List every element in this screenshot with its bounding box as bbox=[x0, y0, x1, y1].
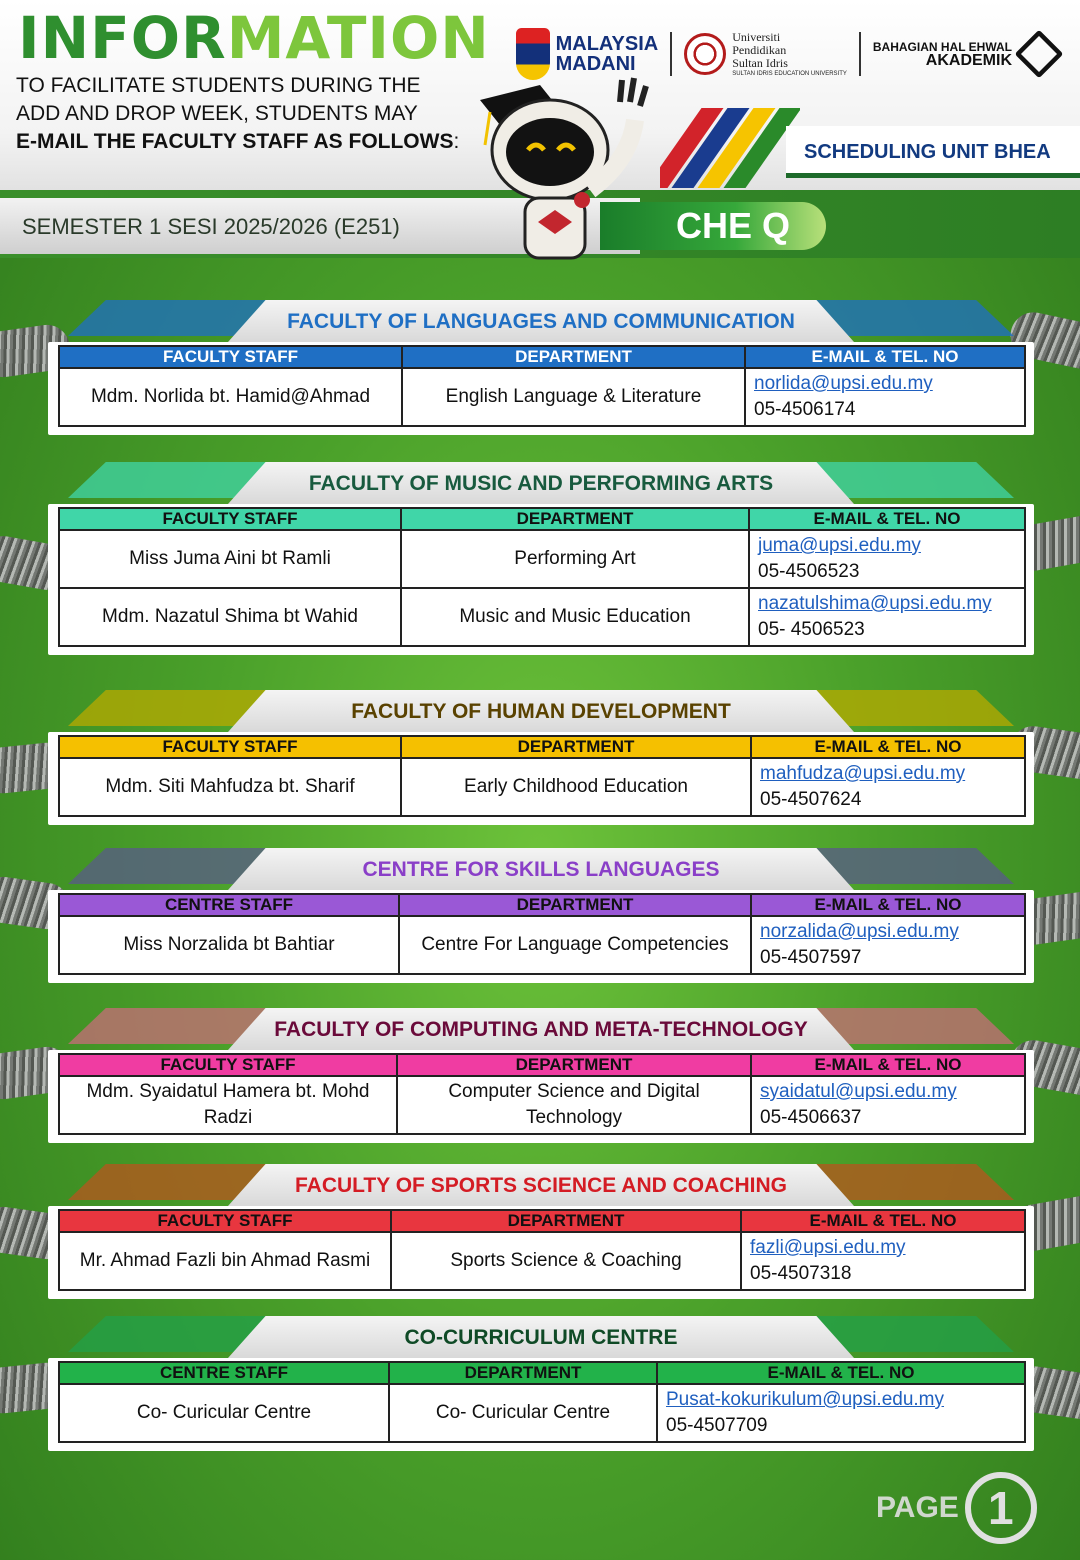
table-row bbox=[59, 368, 1025, 426]
email-link[interactable]: Pusat-kokurikulum@upsi.edu.my bbox=[666, 1389, 945, 1410]
upsi-logo bbox=[684, 31, 847, 78]
page-number: 1 bbox=[965, 1472, 1037, 1544]
page-label: PAGE bbox=[876, 1491, 959, 1524]
header-email: E-MAIL & TEL. NO bbox=[745, 346, 1025, 368]
title-part-2: MATION bbox=[226, 4, 490, 72]
header-staff: CENTRE STAFF bbox=[59, 1362, 389, 1384]
staff-name: Mdm. Siti Mahfudza bt. Sharif bbox=[59, 758, 401, 816]
header-department: DEPARTMENT bbox=[389, 1362, 657, 1384]
header-email: E-MAIL & TEL. NO bbox=[751, 736, 1025, 758]
table-row bbox=[59, 1232, 1025, 1290]
bhea-line-1: BAHAGIAN HAL EHWAL bbox=[872, 40, 1012, 54]
header-email: E-MAIL & TEL. NO bbox=[657, 1362, 1025, 1384]
staff-name: Miss Juma Aini bt Ramli bbox=[59, 530, 401, 588]
department-name: Performing Art bbox=[401, 530, 749, 588]
staff-name: Mdm. Nazatul Shima bt Wahid bbox=[59, 588, 401, 646]
phone-number: 05-4507597 bbox=[760, 947, 862, 968]
staff-table bbox=[58, 1209, 1026, 1291]
header-email: E-MAIL & TEL. NO bbox=[751, 894, 1025, 916]
header-staff: FACULTY STAFF bbox=[59, 1210, 391, 1232]
email-link[interactable]: nazatulshima@upsi.edu.my bbox=[758, 593, 992, 614]
header-email: E-MAIL & TEL. NO bbox=[751, 1054, 1025, 1076]
staff-name: Mr. Ahmad Fazli bin Ahmad Rasmi bbox=[59, 1232, 391, 1290]
header-department: DEPARTMENT bbox=[401, 736, 751, 758]
staff-table bbox=[58, 735, 1026, 817]
phone-number: 05-4507318 bbox=[750, 1263, 852, 1284]
header-email: E-MAIL & TEL. NO bbox=[749, 508, 1025, 530]
staff-table-card bbox=[48, 1050, 1034, 1143]
staff-table bbox=[58, 345, 1026, 427]
table-row bbox=[59, 1384, 1025, 1442]
che-q-badge: CHE Q bbox=[600, 202, 826, 250]
email-link[interactable]: syaidatul@upsi.edu.my bbox=[760, 1081, 957, 1102]
intro-line-2: ADD AND DROP WEEK, STUDENTS MAY bbox=[16, 102, 418, 125]
department-name: Centre For Language Competencies bbox=[399, 916, 751, 974]
section-title: FACULTY OF SPORTS SCIENCE AND COACHING bbox=[295, 1174, 787, 1197]
semester-label: SEMESTER 1 SESI 2025/2026 (E251) bbox=[22, 214, 400, 239]
section-title: FACULTY OF COMPUTING AND META-TECHNOLOGY bbox=[274, 1018, 808, 1041]
section-title: CENTRE FOR SKILLS LANGUAGES bbox=[362, 858, 720, 881]
section-co-curriculum bbox=[48, 1316, 1034, 1451]
email-link[interactable]: fazli@upsi.edu.my bbox=[750, 1237, 906, 1258]
header-department: DEPARTMENT bbox=[397, 1054, 751, 1076]
phone-number: 05-4506523 bbox=[758, 561, 860, 582]
department-name: Sports Science & Coaching bbox=[391, 1232, 741, 1290]
department-name: Co- Curicular Centre bbox=[389, 1384, 657, 1442]
table-header-row bbox=[59, 1210, 1025, 1232]
staff-table bbox=[58, 1053, 1026, 1135]
section-title: FACULTY OF MUSIC AND PERFORMING ARTS bbox=[308, 472, 774, 495]
intro-line-1: TO FACILITATE STUDENTS DURING THE bbox=[16, 74, 421, 97]
staff-table bbox=[58, 893, 1026, 975]
table-header-row bbox=[59, 508, 1025, 530]
department-name: Music and Music Education bbox=[401, 588, 749, 646]
upsi-subtitle: SULTAN IDRIS EDUCATION UNIVERSITY bbox=[732, 70, 847, 77]
page-title bbox=[18, 4, 490, 72]
email-link[interactable]: norzalida@upsi.edu.my bbox=[760, 921, 959, 942]
table-row bbox=[59, 1076, 1025, 1134]
section-human-development bbox=[48, 690, 1034, 825]
table-row bbox=[59, 588, 1025, 646]
color-stripes bbox=[660, 108, 800, 188]
phone-number: 05- 4506523 bbox=[758, 619, 865, 640]
header-staff: FACULTY STAFF bbox=[59, 508, 401, 530]
section-title: FACULTY OF HUMAN DEVELOPMENT bbox=[351, 700, 731, 723]
page-indicator bbox=[876, 1472, 1037, 1544]
header-email: E-MAIL & TEL. NO bbox=[741, 1210, 1025, 1232]
contact-cell bbox=[741, 1232, 1025, 1290]
staff-name: Mdm. Norlida bt. Hamid@Ahmad bbox=[59, 368, 402, 426]
section-skills-languages bbox=[48, 848, 1034, 983]
upsi-line-2: Pendidikan bbox=[732, 42, 787, 57]
phone-number: 05-4506174 bbox=[754, 399, 856, 420]
section-computing bbox=[48, 1008, 1034, 1143]
phone-number: 05-4507709 bbox=[666, 1415, 768, 1436]
graduation-cap-icon bbox=[1015, 30, 1064, 79]
staff-table bbox=[58, 507, 1026, 647]
header-department: DEPARTMENT bbox=[391, 1210, 741, 1232]
staff-name: Co- Curicular Centre bbox=[59, 1384, 389, 1442]
intro-colon: : bbox=[453, 130, 460, 153]
staff-name: Mdm. Syaidatul Hamera bt. Mohd Radzi bbox=[59, 1076, 397, 1134]
madani-line-2: MADANI bbox=[555, 53, 636, 75]
department-name: English Language & Literature bbox=[402, 368, 745, 426]
bhea-logo bbox=[873, 31, 1062, 77]
department-name: Early Childhood Education bbox=[401, 758, 751, 816]
contact-cell bbox=[749, 588, 1025, 646]
logo-divider bbox=[859, 32, 861, 76]
bhea-line-2: AKADEMIK bbox=[925, 52, 1012, 69]
section-title: FACULTY OF LANGUAGES AND COMMUNICATION bbox=[287, 310, 795, 333]
table-header-row bbox=[59, 736, 1025, 758]
intro-text bbox=[16, 72, 486, 156]
staff-table-card bbox=[48, 732, 1034, 825]
staff-table-card bbox=[48, 890, 1034, 983]
section-sports bbox=[48, 1164, 1034, 1299]
phone-number: 05-4507624 bbox=[760, 789, 862, 810]
table-header-row bbox=[59, 894, 1025, 916]
upsi-line-3: Sultan Idris bbox=[732, 55, 788, 70]
header-department: DEPARTMENT bbox=[401, 508, 749, 530]
email-link[interactable]: juma@upsi.edu.my bbox=[758, 535, 921, 556]
table-header-row bbox=[59, 1054, 1025, 1076]
email-link[interactable]: norlida@upsi.edu.my bbox=[754, 373, 933, 394]
header-staff: FACULTY STAFF bbox=[59, 346, 402, 368]
contact-cell bbox=[745, 368, 1025, 426]
table-row bbox=[59, 916, 1025, 974]
header-department: DEPARTMENT bbox=[402, 346, 745, 368]
contact-cell bbox=[751, 916, 1025, 974]
contact-cell bbox=[751, 1076, 1025, 1134]
header-department: DEPARTMENT bbox=[399, 894, 751, 916]
section-languages bbox=[48, 300, 1034, 435]
email-link[interactable]: mahfudza@upsi.edu.my bbox=[760, 763, 966, 784]
upsi-seal-icon bbox=[684, 33, 726, 75]
header-staff: CENTRE STAFF bbox=[59, 894, 399, 916]
robot-mascot-icon bbox=[470, 40, 680, 265]
staff-table-card bbox=[48, 342, 1034, 435]
staff-name: Miss Norzalida bt Bahtiar bbox=[59, 916, 399, 974]
table-header-row bbox=[59, 1362, 1025, 1384]
staff-table-card bbox=[48, 1206, 1034, 1299]
header-staff: FACULTY STAFF bbox=[59, 1054, 397, 1076]
table-row bbox=[59, 530, 1025, 588]
upsi-line-1: Universiti bbox=[732, 29, 781, 44]
contact-cell bbox=[749, 530, 1025, 588]
intro-line-3: E-MAIL THE FACULTY STAFF AS FOLLOWS bbox=[16, 130, 454, 153]
contact-cell bbox=[751, 758, 1025, 816]
staff-table-card bbox=[48, 1358, 1034, 1451]
table-row bbox=[59, 758, 1025, 816]
madani-line-1: MALAYSIA bbox=[555, 33, 659, 55]
staff-table-card bbox=[48, 504, 1034, 655]
scheduling-unit-label: SCHEDULING UNIT BHEA bbox=[786, 126, 1080, 178]
title-part-1: INFOR bbox=[18, 4, 227, 72]
header-staff: FACULTY STAFF bbox=[59, 736, 401, 758]
staff-table bbox=[58, 1361, 1026, 1443]
phone-number: 05-4506637 bbox=[760, 1107, 862, 1128]
section-title: CO-CURRICULUM CENTRE bbox=[404, 1326, 678, 1349]
department-name: Computer Science and Digital Technology bbox=[397, 1076, 751, 1134]
contact-cell bbox=[657, 1384, 1025, 1442]
section-music bbox=[48, 462, 1034, 655]
table-header-row bbox=[59, 346, 1025, 368]
